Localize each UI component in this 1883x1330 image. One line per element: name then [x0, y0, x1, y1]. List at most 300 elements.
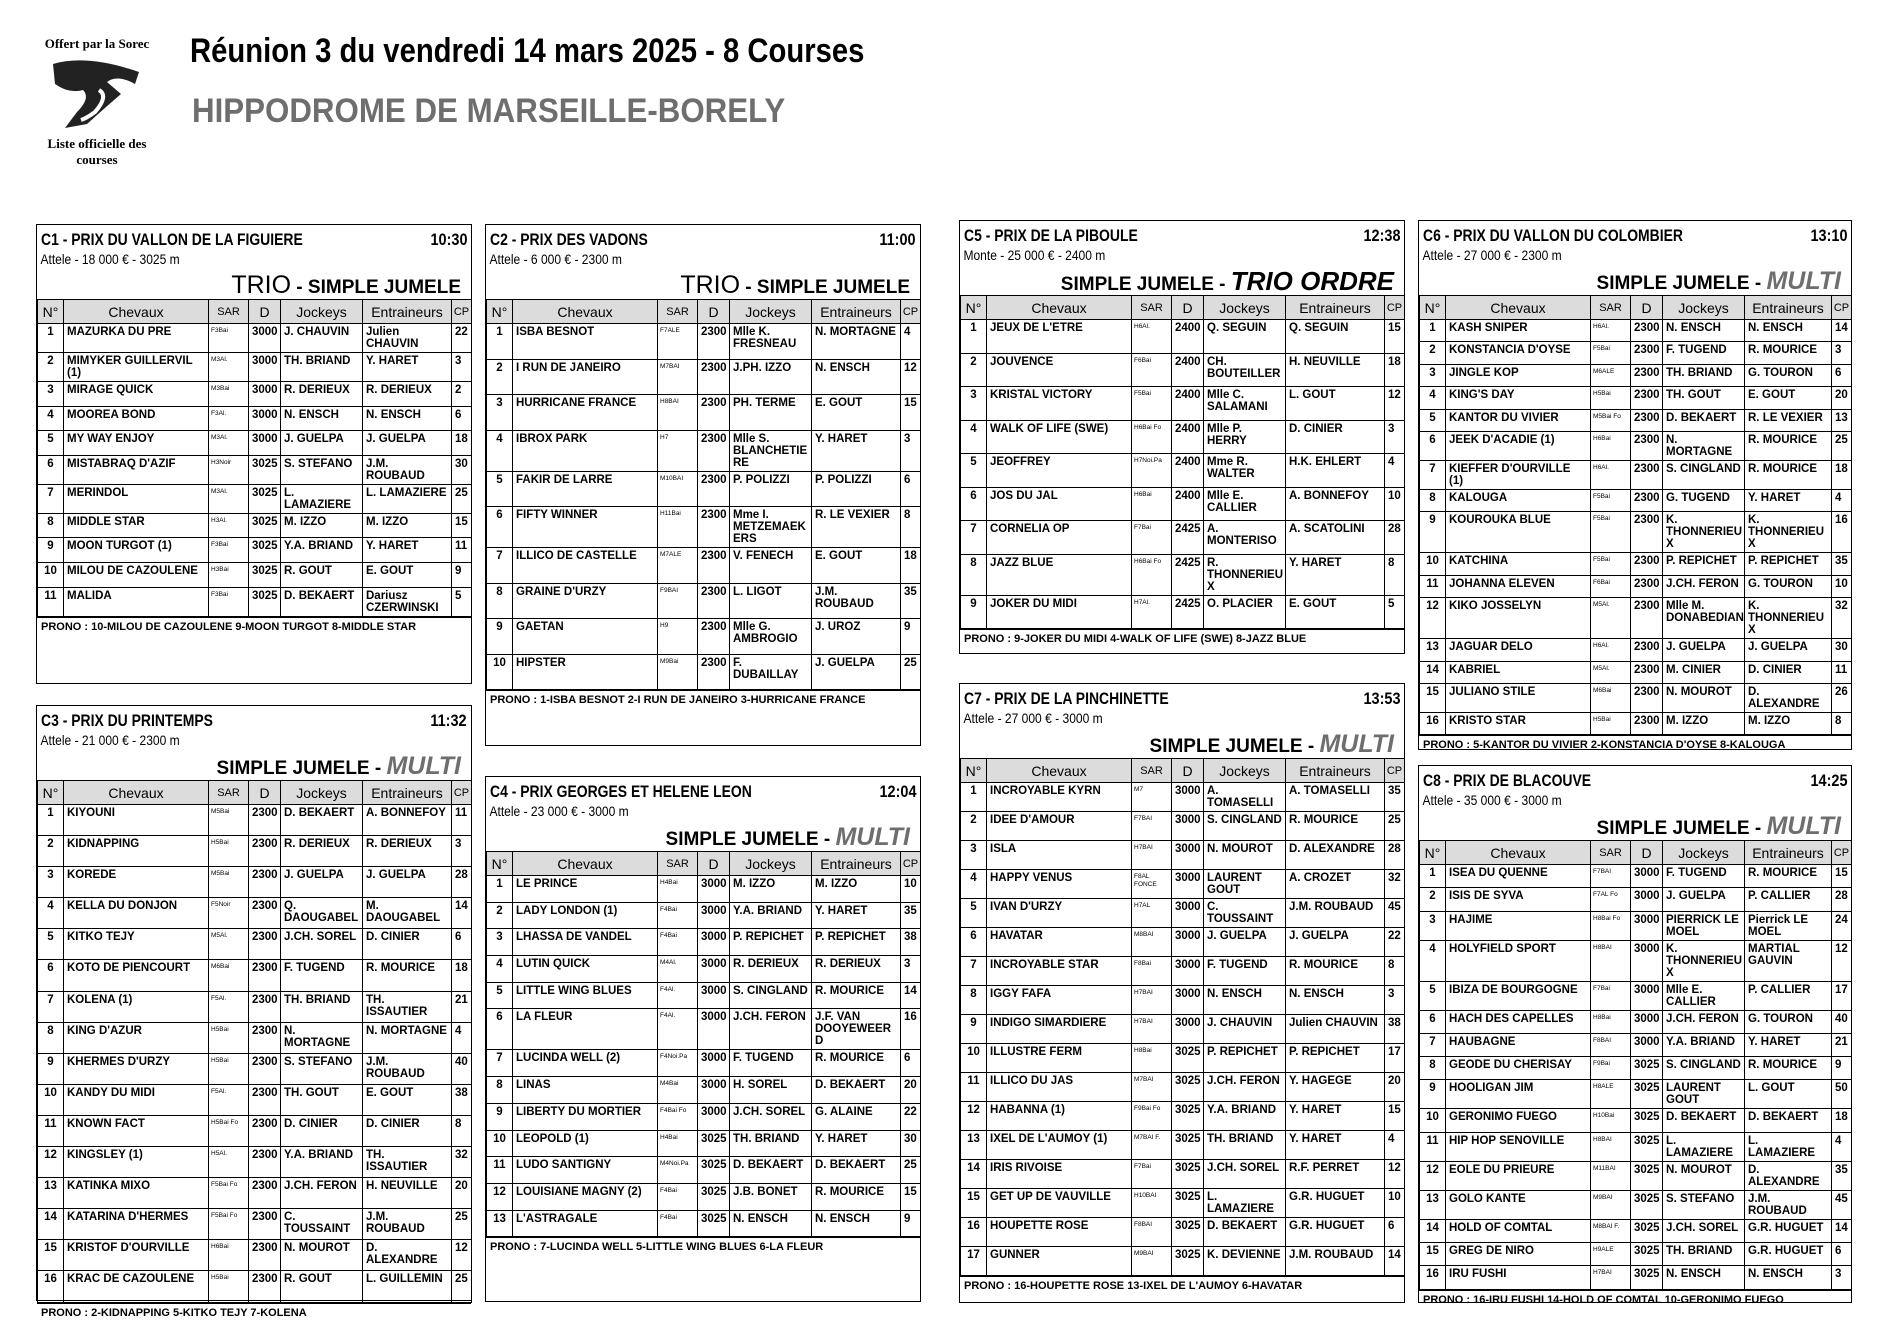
table-row	[487, 324, 921, 360]
horse-name: EOLE DU PRIEURE	[1446, 1161, 1591, 1190]
trainer: J.M. ROUBAUD	[1745, 1190, 1832, 1219]
distance: 2425	[1172, 521, 1204, 555]
sar-code: H7BAI	[1591, 1266, 1631, 1289]
jockey: L. LIGOT	[730, 583, 812, 619]
sar-code: H7Al.	[1132, 595, 1172, 629]
runner-number: 15	[1420, 683, 1446, 712]
distance: 3025	[1172, 1218, 1204, 1247]
jockey: D. BEKAERT	[1663, 1109, 1745, 1132]
jockey: F. TUGEND	[1663, 865, 1745, 888]
trainer: Y. HARET	[1286, 1131, 1385, 1160]
distance: 2300	[1631, 460, 1663, 489]
cote: 3	[1832, 342, 1852, 364]
sar-code: F7BAI	[1132, 812, 1172, 841]
bet-types	[486, 823, 920, 851]
horse-name: IRU FUSHI	[1446, 1266, 1591, 1289]
horse-name: MIMYKER GUILLERVIL (1)	[64, 353, 209, 382]
race-time: 11:32	[430, 711, 467, 730]
cote: 6	[452, 929, 472, 960]
runners-table	[960, 295, 1405, 629]
table-row	[487, 395, 921, 431]
cote: 9	[901, 1210, 921, 1237]
table-row	[961, 1073, 1405, 1102]
distance: 2300	[698, 324, 730, 360]
trainer: R. MOURICE	[363, 960, 452, 991]
horse-name: LHASSA DE VANDEL	[513, 929, 658, 956]
race-time: 13:53	[1363, 689, 1400, 708]
jockey: J.CH. SOREL	[1663, 1219, 1745, 1242]
distance: 3025	[249, 455, 281, 484]
trainer: J.M. ROUBAUD	[363, 1209, 452, 1240]
horse-name: I RUN DE JANEIRO	[513, 359, 658, 395]
jockey: J. CHAUVIN	[281, 324, 363, 353]
sar-code: M6Bai	[209, 960, 249, 991]
trainer: E. GOUT	[812, 548, 901, 584]
trainer: E. GOUT	[1745, 387, 1832, 409]
trainer: A. BONNEFOY	[1286, 487, 1385, 521]
cote: 11	[452, 805, 472, 836]
table-header-row	[38, 300, 472, 324]
trainer: D. CINIER	[363, 929, 452, 960]
cote: 25	[452, 1271, 472, 1302]
sar-code: F4Bai	[658, 1183, 698, 1210]
trainer: D. CINIER	[363, 1115, 452, 1146]
table-row	[961, 554, 1405, 595]
sar-code: F3Bai	[209, 324, 249, 353]
jockey: J.PH. IZZO	[730, 359, 812, 395]
cote: 12	[1385, 1160, 1405, 1189]
prono-line: PRONO : 16-IRU FUSHI 14-HOLD OF COMTAL 10-GERONIMO FUEGO	[1419, 1290, 1851, 1309]
cote: 32	[1832, 598, 1852, 639]
distance: 2300	[698, 359, 730, 395]
column-header: N°	[487, 300, 513, 324]
table-row	[961, 387, 1405, 421]
column-header: CP	[1832, 841, 1852, 865]
cote: 18	[1832, 460, 1852, 489]
jockey: Mme R. WALTER	[1204, 454, 1286, 488]
horse-name: MOOREA BOND	[64, 406, 209, 431]
bet-types	[1419, 267, 1851, 295]
table-row	[38, 353, 472, 382]
trainer: L. LAMAZIERE	[1745, 1132, 1832, 1161]
column-header: D	[1631, 841, 1663, 865]
runners-table	[486, 851, 921, 1237]
runner-number: 10	[38, 562, 64, 587]
cote: 9	[901, 619, 921, 655]
table-row	[487, 1103, 921, 1130]
distance: 3025	[1172, 1247, 1204, 1276]
cote: 21	[1832, 1033, 1852, 1056]
table-header-row	[1420, 296, 1852, 320]
column-header: Jockeys	[1663, 841, 1745, 865]
cote: 17	[1385, 1044, 1405, 1073]
horse-name: MIDDLE STAR	[64, 513, 209, 538]
jockey: C. TOUSSAINT	[1204, 899, 1286, 928]
jockey: M. IZZO	[1663, 712, 1745, 734]
column-header: CP	[901, 852, 921, 876]
trainer: N. MORTAGNE	[363, 1022, 452, 1053]
trainer: N. MORTAGNE	[812, 324, 901, 360]
cote: 10	[1832, 575, 1852, 597]
trainer: R. MOURICE	[1745, 431, 1832, 460]
table-row	[38, 1022, 472, 1053]
jockey: LAURENT GOUT	[1663, 1080, 1745, 1109]
bet-type-label: MULTI	[1319, 730, 1394, 758]
horse-name: IBROX PARK	[513, 430, 658, 471]
trainer: E. GOUT	[363, 562, 452, 587]
cote: 12	[452, 1240, 472, 1271]
table-row	[487, 471, 921, 507]
distance: 3025	[1631, 1161, 1663, 1190]
horse-name: GAETAN	[513, 619, 658, 655]
trainer: D. ALEXANDRE	[363, 1240, 452, 1271]
distance: 2300	[1631, 364, 1663, 386]
distance: 3000	[1172, 986, 1204, 1015]
table-row	[38, 324, 472, 353]
runner-number: 9	[961, 595, 987, 629]
jockey: P. POLIZZI	[730, 471, 812, 507]
cote: 10	[1385, 487, 1405, 521]
jockey: J.CH. FERON	[1663, 575, 1745, 597]
jockey: S. CINGLAND	[1663, 1057, 1745, 1080]
table-row	[487, 507, 921, 548]
sar-code: H8Bai	[1132, 1044, 1172, 1073]
horse-name: GOLO KANTE	[1446, 1190, 1591, 1219]
sar-code: H3Noir	[209, 455, 249, 484]
jockey: N. MORTAGNE	[1663, 431, 1745, 460]
horse-name: IDEE D'AMOUR	[987, 812, 1132, 841]
sar-code: M4Bai	[658, 1077, 698, 1104]
table-row	[961, 320, 1405, 354]
table-row	[961, 1015, 1405, 1044]
cote: 3	[1385, 986, 1405, 1015]
runners-table	[486, 299, 921, 690]
trainer: L. LAMAZIERE	[363, 484, 452, 513]
runner-number: 1	[961, 320, 987, 354]
jockey: R. GOUT	[281, 1271, 363, 1302]
trainer: R. DERIEUX	[812, 956, 901, 983]
horse-name: JEOFFREY	[987, 454, 1132, 488]
column-header: SAR	[658, 300, 698, 324]
distance: 2300	[249, 1271, 281, 1302]
cote: 4	[1832, 1132, 1852, 1161]
column-header: N°	[487, 852, 513, 876]
column-header: N°	[38, 300, 64, 324]
distance: 3000	[1172, 783, 1204, 812]
horse-name: JOS DU JAL	[987, 487, 1132, 521]
sar-code: H7BAI	[1132, 841, 1172, 870]
horse-name: HIP HOP SENOVILLE	[1446, 1132, 1591, 1161]
trainer: R. LE VEXIER	[1745, 409, 1832, 431]
horse-name: KIDNAPPING	[64, 836, 209, 867]
table-row	[487, 359, 921, 395]
table-row	[961, 870, 1405, 899]
table-row	[961, 899, 1405, 928]
race-time: 12:04	[879, 782, 916, 801]
trainer: P. REPICHET	[812, 929, 901, 956]
distance: 3000	[698, 902, 730, 929]
logo-bottom-text: Liste officielle des courses	[47, 136, 147, 167]
jockey: TH. GOUT	[1663, 387, 1745, 409]
cote: 9	[452, 562, 472, 587]
column-header: Entraineurs	[363, 300, 452, 324]
runner-number: 2	[487, 359, 513, 395]
distance: 3000	[1172, 812, 1204, 841]
table-row	[1420, 553, 1852, 575]
bet-types	[37, 752, 471, 780]
runner-number: 11	[961, 1073, 987, 1102]
column-header: N°	[1420, 841, 1446, 865]
table-row	[38, 929, 472, 960]
sar-code: H8ALE	[1591, 1080, 1631, 1109]
jockey: TH. BRIAND	[1204, 1131, 1286, 1160]
trainer: Q. SEGUIN	[1286, 320, 1385, 354]
runner-number: 1	[1420, 865, 1446, 888]
runner-number: 8	[961, 986, 987, 1015]
runner-number: 2	[487, 902, 513, 929]
horse-name: KOTO DE PIENCOURT	[64, 960, 209, 991]
jockey: Q. DAOUGABEL	[281, 898, 363, 929]
sar-code: H8BAI	[658, 395, 698, 431]
jockey: R. DERIEUX	[281, 836, 363, 867]
runner-number: 9	[1420, 512, 1446, 553]
runner-number: 9	[38, 538, 64, 563]
distance: 2300	[249, 1178, 281, 1209]
horse-name: KABRIEL	[1446, 661, 1591, 683]
table-header-row	[38, 781, 472, 805]
table-row	[961, 812, 1405, 841]
table-row	[487, 583, 921, 619]
trainer: L. GOUT	[1745, 1080, 1832, 1109]
race-time: 11:00	[879, 230, 916, 249]
runner-number: 16	[1420, 1266, 1446, 1289]
sar-code: H10BAI	[1132, 1189, 1172, 1218]
bet-type-label: -	[1749, 273, 1767, 294]
cote: 20	[1832, 387, 1852, 409]
sar-code: M7	[1132, 783, 1172, 812]
jockey: S. STEFANO	[281, 455, 363, 484]
table-row	[961, 1160, 1405, 1189]
table-row	[38, 1271, 472, 1302]
table-row	[487, 1050, 921, 1077]
race-title: C5 - PRIX DE LA PIBOULE	[964, 226, 1138, 245]
jockey: J. GUELPA	[281, 867, 363, 898]
trainer: R. MOURICE	[1286, 957, 1385, 986]
trainer: D. BEKAERT	[1745, 1109, 1832, 1132]
column-header: SAR	[209, 781, 249, 805]
table-row	[38, 455, 472, 484]
cote: 15	[1385, 1102, 1405, 1131]
runner-number: 4	[487, 430, 513, 471]
cote: 24	[1832, 911, 1852, 940]
jockey: R. GOUT	[281, 562, 363, 587]
table-row	[38, 960, 472, 991]
distance: 2300	[249, 1209, 281, 1240]
distance: 2300	[698, 471, 730, 507]
horse-name: GREG DE NIRO	[1446, 1243, 1591, 1266]
jockey: Mlle E. CALLIER	[1204, 487, 1286, 521]
cote: 6	[901, 471, 921, 507]
distance: 3025	[1631, 1109, 1663, 1132]
race-card-6	[1418, 220, 1852, 750]
table-row	[38, 867, 472, 898]
sar-code: M9Bai	[658, 654, 698, 690]
cote: 26	[1832, 683, 1852, 712]
horse-name: KRISTOF D'OURVILLE	[64, 1240, 209, 1271]
table-row	[961, 454, 1405, 488]
table-row	[38, 1084, 472, 1115]
runner-number: 11	[487, 1157, 513, 1184]
sar-code: F4Noi.Pa	[658, 1050, 698, 1077]
column-header: Jockeys	[1204, 296, 1286, 320]
table-row	[1420, 981, 1852, 1010]
distance: 2300	[1631, 683, 1663, 712]
trainer: G. ALAINE	[812, 1103, 901, 1130]
bet-types	[37, 271, 471, 299]
horse-name: JINGLE KOP	[1446, 364, 1591, 386]
distance: 3000	[1631, 981, 1663, 1010]
trainer: A. BONNEFOY	[363, 805, 452, 836]
sar-code: F7AL Fo	[1591, 888, 1631, 911]
cote: 12	[1385, 387, 1405, 421]
table-row	[1420, 575, 1852, 597]
sar-code: F3Al.	[209, 406, 249, 431]
horse-name: KING D'AZUR	[64, 1022, 209, 1053]
trainer: Y. HARET	[363, 538, 452, 563]
sar-code: M10BAI	[658, 471, 698, 507]
jockey: Mlle P. HERRY	[1204, 420, 1286, 454]
cote: 6	[901, 1050, 921, 1077]
horse-name: MY WAY ENJOY	[64, 431, 209, 456]
distance: 3025	[1172, 1131, 1204, 1160]
sar-code: F6Bai	[1132, 353, 1172, 387]
jockey: Mlle M. DONABEDIAN	[1663, 598, 1745, 639]
table-row	[1420, 911, 1852, 940]
table-row	[961, 595, 1405, 629]
table-row	[1420, 320, 1852, 342]
horse-name: INDIGO SIMARDIERE	[987, 1015, 1132, 1044]
trainer: J. GUELPA	[1745, 639, 1832, 661]
sar-code: F6Bai	[1591, 575, 1631, 597]
column-header: D	[1172, 296, 1204, 320]
distance: 2300	[698, 395, 730, 431]
table-row	[961, 957, 1405, 986]
distance: 3000	[698, 929, 730, 956]
trainer: E. GOUT	[363, 1084, 452, 1115]
trainer: G. TOURON	[1745, 364, 1832, 386]
bet-types	[1419, 812, 1851, 840]
venue-title: HIPPODROME DE MARSEILLE-BORELY	[192, 92, 786, 130]
horse-name: KELLA DU DONJON	[64, 898, 209, 929]
horse-name: HABANNA (1)	[987, 1102, 1132, 1131]
cote: 3	[452, 836, 472, 867]
distance: 3025	[1631, 1132, 1663, 1161]
race-conditions: Monte - 25 000 € - 2400 m	[963, 247, 1106, 263]
distance: 3025	[249, 587, 281, 616]
sar-code: F5Noir	[209, 898, 249, 929]
table-row	[1420, 364, 1852, 386]
bet-types	[486, 271, 920, 299]
runners-table	[1419, 840, 1852, 1290]
table-row	[1420, 639, 1852, 661]
runner-number: 2	[38, 836, 64, 867]
jockey: K. THONNERIEU X	[1663, 512, 1745, 553]
sar-code: H5Bai	[209, 1022, 249, 1053]
race-card-1	[36, 224, 472, 684]
race-header	[960, 684, 1404, 710]
column-header: Chevaux	[1446, 841, 1591, 865]
horse-name: HOLD OF COMTAL	[1446, 1219, 1591, 1242]
distance: 3025	[1172, 1102, 1204, 1131]
column-header: Entraineurs	[812, 852, 901, 876]
sar-code: F7ALE	[658, 324, 698, 360]
cote: 22	[452, 324, 472, 353]
jockey: S. STEFANO	[281, 1053, 363, 1084]
jockey: Y.A. BRIAND	[281, 1147, 363, 1178]
runner-number: 17	[961, 1247, 987, 1276]
horse-name: JOUVENCE	[987, 353, 1132, 387]
runner-number: 5	[38, 929, 64, 960]
horse-name: INCROYABLE STAR	[987, 957, 1132, 986]
horse-name: JOKER DU MIDI	[987, 595, 1132, 629]
jockey: J.CH. FERON	[730, 1009, 812, 1050]
runner-number: 6	[961, 928, 987, 957]
jockey: M. CINIER	[1663, 661, 1745, 683]
sar-code: H5Bai	[209, 836, 249, 867]
trainer: TH. ISSAUTIER	[363, 1147, 452, 1178]
table-row	[38, 1240, 472, 1271]
distance: 3025	[249, 484, 281, 513]
column-header: SAR	[1591, 296, 1631, 320]
table-row	[487, 1210, 921, 1237]
trainer: P. POLIZZI	[812, 471, 901, 507]
jockey: M. IZZO	[730, 876, 812, 903]
distance: 3000	[698, 1103, 730, 1130]
runner-number: 13	[1420, 1190, 1446, 1219]
trainer: A. TOMASELLI	[1286, 783, 1385, 812]
runner-number: 10	[1420, 1109, 1446, 1132]
race-time: 13:10	[1810, 226, 1847, 245]
trainer: TH. ISSAUTIER	[363, 991, 452, 1022]
horse-name: KATARINA D'HERMES	[64, 1209, 209, 1240]
column-header: Chevaux	[513, 300, 658, 324]
jockey: D. BEKAERT	[281, 805, 363, 836]
cote: 14	[452, 898, 472, 929]
cote: 8	[1385, 957, 1405, 986]
race-header	[486, 225, 920, 251]
distance: 2300	[1631, 575, 1663, 597]
distance: 2400	[1172, 320, 1204, 354]
horse-name: KINGSLEY (1)	[64, 1147, 209, 1178]
runner-number: 6	[38, 960, 64, 991]
trainer: G.R. HUGUET	[1745, 1219, 1832, 1242]
runner-number: 1	[487, 324, 513, 360]
jockey: N. MOUROT	[281, 1240, 363, 1271]
cote: 8	[452, 1115, 472, 1146]
race-card-5	[959, 220, 1405, 654]
distance: 2300	[698, 548, 730, 584]
distance: 2400	[1172, 454, 1204, 488]
runner-number: 11	[38, 587, 64, 616]
runners-table	[37, 299, 472, 617]
horse-name: KATINKA MIXO	[64, 1178, 209, 1209]
horse-name: HAPPY VENUS	[987, 870, 1132, 899]
column-header: Chevaux	[64, 300, 209, 324]
jockey: J.B. BONET	[730, 1183, 812, 1210]
cote: 16	[1832, 512, 1852, 553]
horse-name: KITKO TEJY	[64, 929, 209, 960]
horse-name: WALK OF LIFE (SWE)	[987, 420, 1132, 454]
